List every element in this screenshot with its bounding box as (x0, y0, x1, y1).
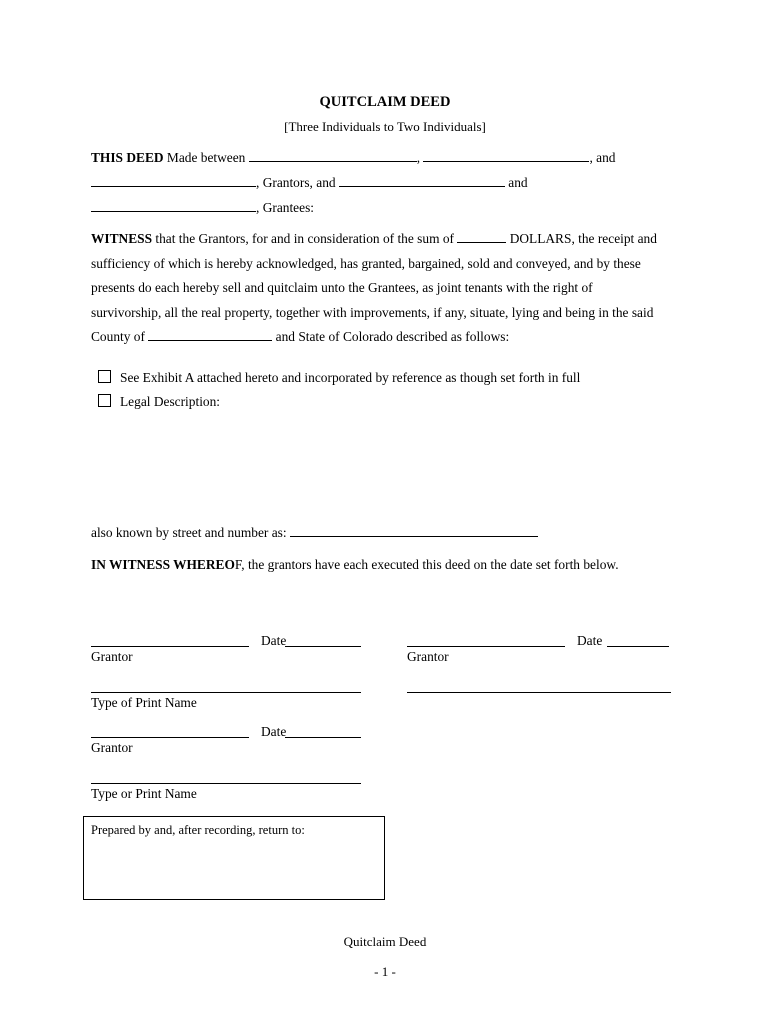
in-witness-line: IN WITNESS WHEREOF, the grantors have each executed this deed on the date set forth below. (91, 557, 619, 572)
page-number: - 1 - (374, 964, 396, 979)
county-blank[interactable] (148, 329, 272, 341)
grantor-1-blank[interactable] (249, 150, 417, 162)
document-title: QUITCLAIM DEED (319, 94, 451, 110)
print-name-1-line[interactable] (91, 692, 361, 693)
witness-line-3: presents do each hereby sell and quitclaim unto the Grantees, as joint tenants with the right of (91, 280, 593, 295)
print-name-2-line[interactable] (407, 692, 671, 693)
grantor-1-date-label: Date (261, 633, 287, 648)
grantor-3-date-line[interactable] (285, 737, 361, 738)
print-name-3-label: Type or Print Name (91, 786, 197, 801)
witness-line-1: WITNESS that the Grantors, for and in consideration of the sum of DOLLARS, the receipt and (91, 231, 657, 246)
grantor-1-signature-line[interactable] (91, 646, 249, 647)
grantor-1-label: Grantor (91, 649, 133, 664)
grantor-3-label: Grantor (91, 740, 133, 755)
legal-description-checkbox[interactable] (98, 394, 111, 407)
street-line: also known by street and number as: (91, 525, 538, 541)
grantee-1-blank[interactable] (339, 175, 505, 187)
exhibit-a-checkbox[interactable] (98, 370, 111, 383)
this-deed-heading: THIS DEED (91, 150, 164, 165)
print-name-3-line[interactable] (91, 783, 361, 784)
street-address-blank[interactable] (290, 525, 538, 537)
witness-line-4: survivorship, all the real property, together with improvements, if any, situate, lying and being in the said (91, 305, 654, 320)
witness-heading: WITNESS (91, 231, 153, 246)
legal-description-label: Legal Description: (120, 394, 221, 409)
grantor-2-blank[interactable] (423, 150, 589, 162)
footer-document-name: Quitclaim Deed (343, 934, 427, 949)
print-name-1-label: Type of Print Name (91, 695, 197, 710)
grantor-2-date-line[interactable] (607, 646, 669, 647)
document-subtitle: [Three Individuals to Two Individuals] (284, 119, 486, 134)
sum-blank[interactable] (457, 231, 506, 243)
grantee-2-blank[interactable] (91, 200, 256, 212)
parties-line-2: , Grantors, and and (91, 175, 528, 191)
grantor-1-date-line[interactable] (285, 646, 361, 647)
in-witness-heading: IN WITNESS WHEREO (91, 557, 235, 572)
grantor-2-signature-line[interactable] (407, 646, 565, 647)
witness-line-5: County of and State of Colorado described as follows: (91, 329, 510, 344)
grantor-3-blank[interactable] (91, 175, 256, 187)
parties-line-3: , Grantees: (91, 200, 314, 216)
prepared-by-box[interactable] (83, 816, 385, 900)
grantor-2-label: Grantor (407, 649, 449, 664)
grantor-3-date-label: Date (261, 724, 287, 739)
grantor-3-signature-line[interactable] (91, 737, 249, 738)
exhibit-a-label: See Exhibit A attached hereto and incorporated by reference as though set forth in full (120, 370, 581, 385)
prepared-by-label: Prepared by and, after recording, return to: (91, 823, 305, 837)
grantor-2-date-label: Date (577, 633, 603, 648)
parties-line-1: THIS DEED Made between , , and (91, 150, 616, 165)
witness-line-2: sufficiency of which is hereby acknowledged, has granted, bargained, sold and conveyed, and by these (91, 256, 641, 271)
